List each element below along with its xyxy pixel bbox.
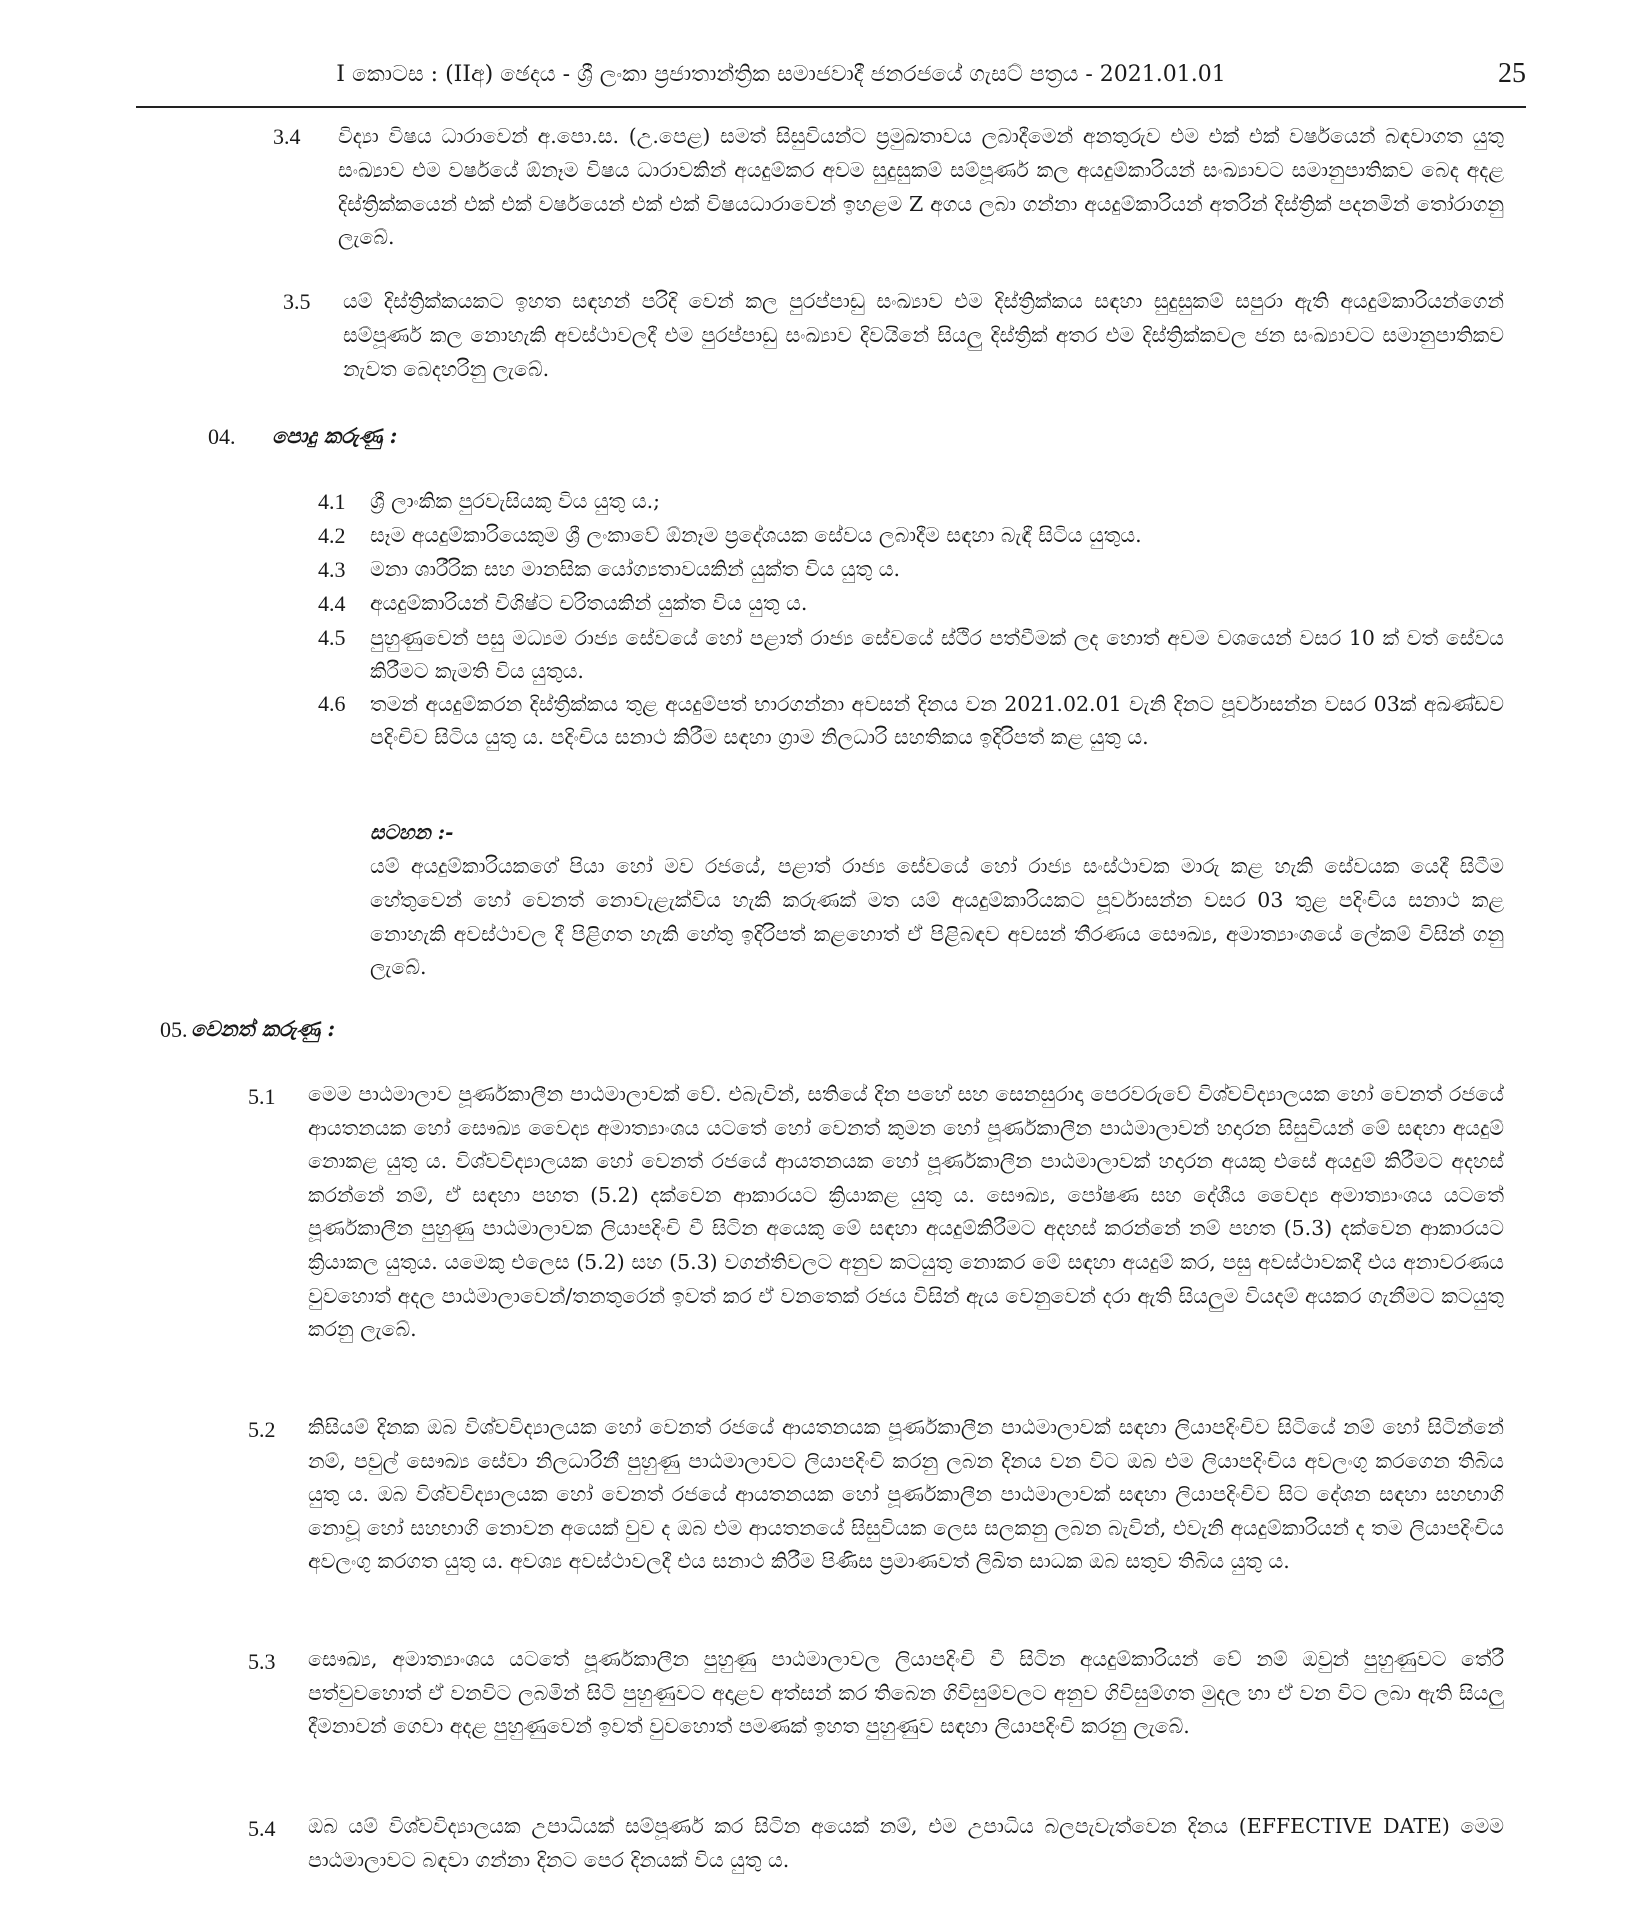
clause-5-3-number: 5.3: [248, 1649, 276, 1674]
page-number: 25: [1498, 58, 1526, 89]
clause-5-1-text: මෙම පාඨමාලාව පූර්ණකාලීන පාඨමාලාවක් වේ. එබැවින්, සතියේ දින පහේ සහ සෙනසුරාදා පෙරවරුවේ විශ්වවිද්‍යාලයක හෝ වෙනත් රජයේ ආයතනයක හෝ සෞඛ්‍ය වෛද්‍ය අමාත්‍යාංශය යටතේ හෝ වෙනත් කුමන හෝ පූර්ණකාලීන පාඨමාලාවන් හදාරන සිසුවියන් මේ සඳහා අයදුම් නොකළ යුතු ය. විශ්වවිද්‍යාලයක හෝ වෙනත් රජයේ ආයතනයක හෝ පූර්ණකාලීන පාඨමාලාවක් හදාරන අයකු එසේ අයදුම් කිරීමට අදහස් කරන්නේ නම්, ඒ සඳහා පහත (5.2) දක්වෙන ආකාරයට ක්‍රියාකළ යුතු ය. සෞඛ්‍ය, පෝෂණ සහ දේශීය වෛද්‍ය අමාත්‍යාංශය යටතේ පූර්ණකාලීන පුහුණු පාඨමාලාවක ලියාපදිංචි වී සිටින අයෙකු මේ සඳහා අයදුම්කිරීමට අදහස් කරන්නේ නම් පහත (5.3) දක්වෙන ආකාරයට ක්‍රියාකල යුතුය. යමෙකු එලෙස (5.2) සහ (5.3) වගන්තිවලට අනුව කටයුතු නොකර මේ සඳහා අයදුම් කර, පසු අවස්ථාවකදී එය අනාවරණය වුවහොත් අදල පාඨමාලාවෙන්/තනතුරෙන් ඉවත් කර ඒ වනතෙක් රජය විසින් ඇය වෙනුවෙන් දරා ඇති සියලුම වියදම් අයකර ගැනීමට කටයුතු කරනු ලැබේ.: [308, 1082, 1504, 1342]
clause-3-4-number: 3.4: [273, 124, 301, 149]
clause-3-5-text: යම් දිස්ත්‍රික්කයකට ඉහත සඳහන් පරිදි වෙන් කල පුරප්පාඩු සංඛ්‍යාව එම දිස්ත්‍රික්කය සඳහා සුදුසුකම් සපුරා ඇති අයදුම්කාරියන්ගෙන් සම්පූර්ණ කල නොහැකි අවස්ථාවලදී එම පුරප්පාඩු සංඛ්‍යාව දිවයිනේ සියලු දිස්ත්‍රික් අතර එම දිස්ත්‍රික්කවල ජන සංඛ්‍යාවට සමානුපාතිකව නැවත බෙදහරිනු ලැබේ.: [343, 289, 1504, 381]
item-4-3-text: මනා ශාරීරික සහ මානසික යෝග්‍යතාවයකින් යුක්ත විය යුතු ය.: [370, 557, 901, 581]
clause-5-4-text: ඔබ යම් විශ්වවිද්‍යාලයක උපාධියක් සම්පූර්ණ කර සිටින අයෙක් නම්, එම උපාධිය බලපැවැත්වෙන දිනය (EFFECTIVE DATE) මෙම පාඨමාලාවට බඳවා ගන්නා දිනට පෙර දිනයක් විය යුතු ය.: [308, 1814, 1504, 1872]
header-title: I කොටස : (IIඅ) ඡෙදය - ශ්‍රී ලංකා ප්‍රජාතාන්ත්‍රික සමාජවාදී ජනරජයේ ගැසට් පත්‍රය - 2021.01.01: [336, 62, 1226, 87]
item-4-5-text: පුහුණුවෙන් පසු මධ්‍යම රාජ්‍ය සේවයේ හෝ පළාත් රාජ්‍ය සේවයේ ස්ථිර පත්වීමක් ලද හොත් අවම වශයෙන් වසර 10 ක් වත් සේවය කිරීමට කැමති විය යුතුය.: [370, 626, 1504, 683]
section-4-heading: පොදු කරුණු :: [272, 423, 398, 448]
clause-5-2-number: 5.2: [248, 1417, 276, 1442]
section-4-number: 04.: [208, 424, 236, 449]
note-text: යම් අයදුම්කාරියකගේ පියා හෝ මව රජයේ, පළාත් රාජ්‍ය සේවයේ හෝ රාජ්‍ය සංස්ථාවක මාරු කළ හැකි සේවයක යෙදී සිටීම හේතුවෙන් හෝ වෙනත් නොවැළැක්විය හැකි කරුණක් මත යම් අයදුම්කාරියකට පූර්වාසන්න වසර 03 තුළ පදිංචිය සනාථ කළ නොහැකි අවස්ථාවල දී පිළිගත හැකි හේතු ඉදිරිපත් කළහොත් ඒ පිළිබඳව අවසන් තීරණය සෞඛ්‍ය, අමාත්‍යාංශයේ ලේකම් විසින් ගනු ලැබේ.: [370, 854, 1504, 980]
page-header: [136, 56, 1526, 108]
item-4-6-text: තමන් අයදුම්කරන දිස්ත්‍රික්කය තුළ අයදුම්පත් භාරගන්නා අවසන් දිනය වන 2021.02.01 වැනි දිනට පූර්වාසන්න වසර 03ක් අඛණ්ඩව පදිංචිව සිටිය යුතු ය. පදිංචිය සනාථ කිරීම සඳහා ග්‍රාම නිලධාරි සහතිකය ඉදිරිපත් කළ යුතු ය.: [370, 692, 1504, 749]
item-4-4-number: 4.4: [318, 591, 346, 616]
clause-5-4-number: 5.4: [248, 1816, 276, 1841]
item-4-6-number: 4.6: [318, 691, 346, 716]
clause-5-3-text: සෞඛ්‍ය, අමාත්‍යාංශය යටතේ පූර්ණකාලීන පුහුණු පාඨමාලාවල ලියාපදිංචි වී සිටින අයදුම්කාරියන් වේ නම් ඔවුන් පුහුණුවට තේරී පත්වුවහොත් ඒ වනවිට ලබමින් සිටි පුහුණුවට අදාළව අත්සන් කර තිබෙන ගිවිසුම්වලට අනුව ගිවිසුම්ගත මුදල හා ඒ වන විට ලබා ඇති සියලු දීමනාවන් ගෙවා අදළ පුහුණුවෙන් ඉවත් වුවහොත් පමණක් ඉහත පුහුණුව සඳහා ලියාපදිංචි කරනු ලැබේ.: [308, 1647, 1504, 1739]
clause-3-5-number: 3.5: [283, 289, 311, 314]
item-4-3-number: 4.3: [318, 557, 346, 582]
clause-5-1-number: 5.1: [248, 1084, 276, 1109]
clause-5-2-text: කිසියම් දිනක ඔබ විශ්වවිද්‍යාලයක හෝ වෙනත් රජයේ ආයතනයක පූර්ණකාලීන පාඨමාලාවක් සඳහා ලියාපදිංචිව සිටියේ නම් හෝ සිටින්නේ නම්, පවුල් සෞඛ්‍ය සේවා නිලධාරිනී පුහුණු පාඨමාලාවට ලියාපදිංචි කරනු ලබන දිනය වන විට ඔබ එම ලියාපදිංචිය අවලංගු කරගෙන තිබිය යුතු ය. ඔබ විශ්වවිද්‍යාලයක හෝ වෙනත් රජයේ ආයතනයක හෝ පූර්ණකාලීන පාඨමාලාවක් සඳහා ලියාපදිංචිව සිට දේශන සඳහා සහභාගි නොවූ හෝ සහභාගි නොවන අයෙක් වුව ද ඔබ එම ආයතනයේ සිසුවියක ලෙස සලකනු ලබන බැවින්, එවැනි අයදුම්කාරියන් ද තම ලියාපදිංචිය අවලංගු කරගත යුතු ය. අවශ්‍ය අවස්ථාවලදී එය සනාථ කිරීම පිණිස ප්‍රමාණවත් ලිඛිත සාධක ඔබ සතුව තිබිය යුතු ය.: [308, 1415, 1504, 1574]
item-4-5-number: 4.5: [318, 625, 346, 650]
item-4-4-text: අයදුම්කාරියන් විශිෂ්ට චරිතයකින් යුක්ත විය යුතු ය.: [370, 591, 808, 615]
item-4-2-number: 4.2: [318, 523, 346, 548]
section-5-heading: වෙනත් කරුණු :: [191, 1016, 336, 1041]
clause-3-4-text: විද්‍යා විෂය ධාරාවෙන් අ.පො.ස. (උ.පෙළ) සමත් සිසුවියන්ට ප්‍රමුඛතාවය ලබාදීමෙන් අනතුරුව එම එක් එක් වර්ෂයෙන් බඳවාගත යුතු සංඛ්‍යාව එම වර්ෂයේ ඕනෑම විෂය ධාරාවකින් අයදුම්කර අවම සුදුසුකම් සම්පූර්ණ කල අයදුම්කාරියන් සංඛ්‍යාවට සමානුපාතිකව බෙද අදළ දිස්ත්‍රික්කයෙන් එක් එක් වර්ෂයෙන් එක් එක් විෂයධාරාවෙන් ඉහළම Z අගය ලබා ගන්නා අයදුම්කාරියන් අතරින් දිස්ත්‍රික් පදනමින් තෝරාගනු ලැබේ.: [338, 124, 1504, 250]
note-label: සටහන :-: [370, 820, 454, 844]
section-5-number: 05.: [160, 1017, 188, 1042]
item-4-1-number: 4.1: [318, 489, 346, 514]
item-4-1-text: ශ්‍රී ලාංකික පුරවැසියකු විය යුතු ය.;: [370, 489, 660, 513]
item-4-2-text: සෑම අයදුම්කාරියෙකුම ශ්‍රී ලංකාවේ ඕනෑම ප්‍රදේශයක සේවය ලබාදීම සඳහා බැඳී සිටිය යුතුය.: [370, 523, 1142, 547]
